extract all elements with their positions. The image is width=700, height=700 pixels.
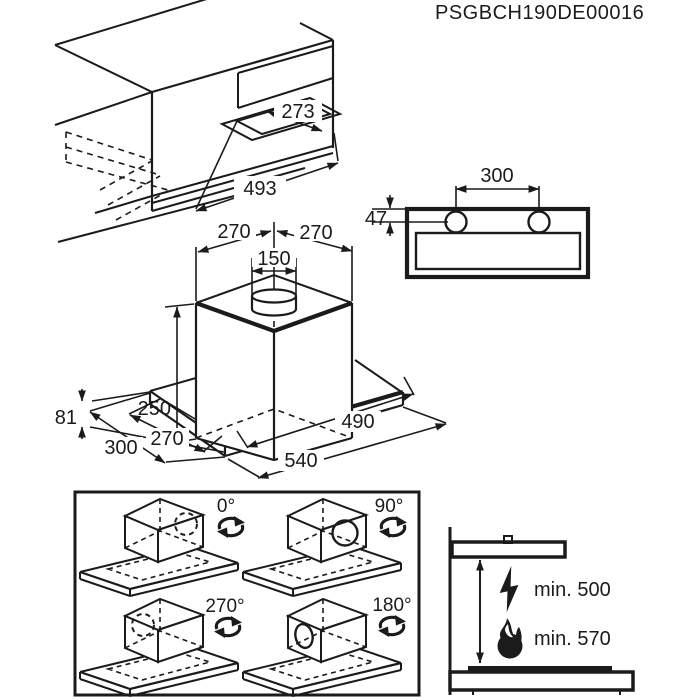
drawing-code-title: PSGBCH190DE00016 [435, 2, 645, 24]
gas-clearance-label: min. 570 [534, 628, 611, 650]
cutout-width-dimension [196, 121, 338, 211]
hole-spacing-label: 300 [480, 165, 514, 187]
cutout-depth-label: 273 [281, 101, 315, 123]
hole-spacing-dimension [456, 165, 539, 210]
rotate-icon [379, 516, 407, 538]
base-height-label: 81 [54, 407, 77, 429]
hood-front-view [365, 165, 588, 277]
inner-depth-label: 270 [150, 428, 184, 450]
rotation-option-180 [243, 595, 412, 696]
total-width-label: 540 [284, 450, 318, 472]
gas-flame-icon [498, 618, 523, 659]
duct-collar [252, 290, 296, 316]
hole-offset-label: 47 [364, 208, 388, 230]
cabinet-cutout-drawing [55, 0, 340, 242]
cutout-width-label: 493 [243, 178, 277, 200]
rotation-option-90 [243, 496, 407, 596]
rotation-label-180: 180° [372, 595, 412, 616]
mounting-hole-left [446, 212, 467, 233]
clearance-diagram [450, 527, 633, 695]
body-height-label: 250 [137, 398, 171, 420]
rotation-label-270: 270° [205, 596, 245, 617]
rotation-option-0 [80, 496, 245, 596]
duct-label: 150 [257, 248, 291, 270]
left-half-label: 270 [217, 221, 251, 243]
duct-rotation-panel [75, 492, 419, 696]
hood-dimension-drawing [55, 221, 446, 478]
rotation-option-270 [80, 596, 245, 696]
rotation-label-0: 0° [216, 496, 236, 517]
rotate-icon [378, 615, 406, 637]
hood-profile [452, 542, 565, 557]
rotate-icon [217, 516, 245, 538]
base-depth-label: 300 [104, 437, 138, 459]
rotate-icon [214, 616, 242, 638]
right-half-label: 270 [299, 222, 333, 244]
electric-hob-icon [495, 565, 524, 612]
mounting-hole-right [529, 212, 550, 233]
counter-profile [450, 672, 633, 690]
rotation-label-90: 90° [374, 496, 404, 517]
inner-width-label: 490 [341, 411, 375, 433]
electric-clearance-label: min. 500 [534, 579, 611, 601]
